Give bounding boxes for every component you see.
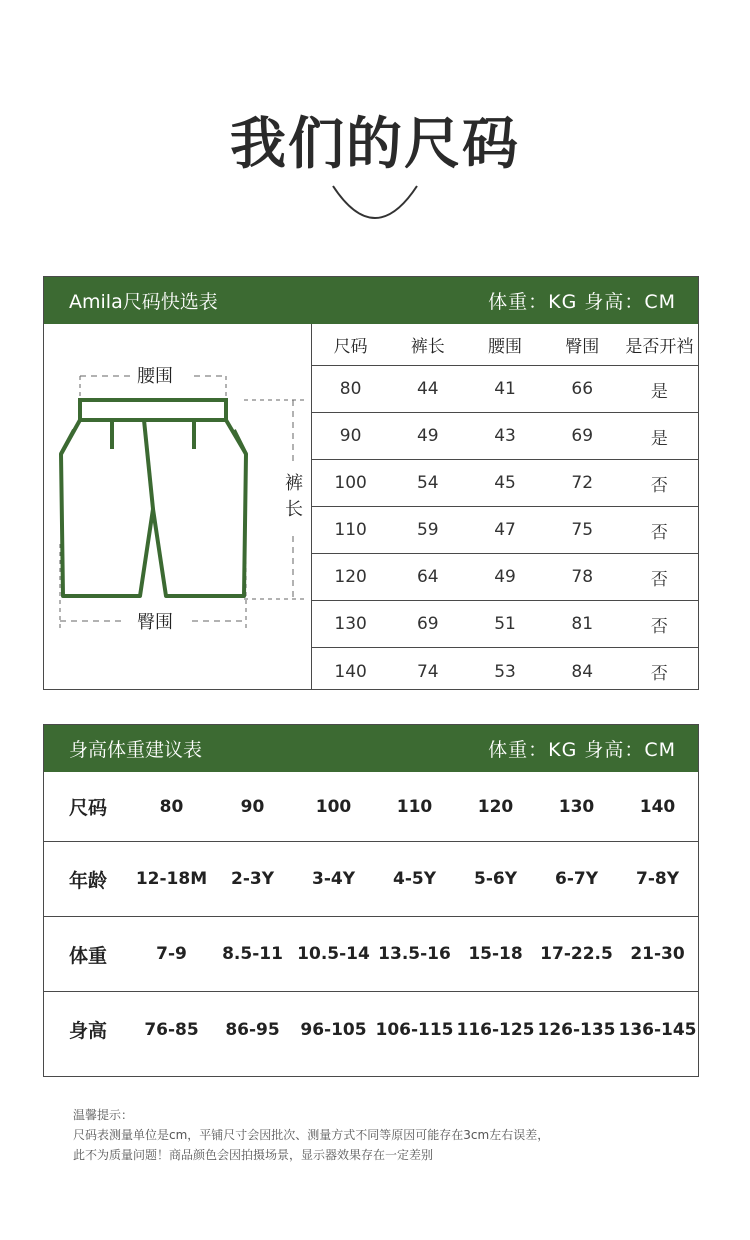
shorts-illustration [44,324,312,689]
column-header: 尺码 [333,337,368,357]
table-cell: 53 [494,661,516,682]
table-row [44,842,698,917]
table-cell: 17-22.5 [540,944,613,964]
recommend-table-panel [43,724,699,1077]
table-cell: 21-30 [630,944,685,964]
tips-note [73,1105,549,1165]
table-cell: 130 [334,614,367,634]
row-header: 尺码 [69,797,108,819]
table-row [312,554,698,601]
waist-label: 腰围 [137,366,173,387]
table-cell: 110 [334,520,367,540]
table-cell: 47 [494,520,516,540]
table-cell: 140 [334,661,367,682]
table-cell: 81 [571,614,594,634]
shorts-diagram [44,324,312,689]
table-cell: 140 [639,796,676,817]
table-row [312,648,698,695]
size-table [312,324,698,689]
table-cell: 否 [650,569,668,590]
size-quick-table-header [44,277,698,324]
table-cell: 59 [416,520,439,540]
table-cell: 否 [650,616,668,637]
table-cell: 130 [558,796,595,817]
row-header: 身高 [69,1020,108,1042]
table-cell: 49 [494,567,516,587]
table-cell: 是 [650,381,668,402]
smile-decoration [325,180,425,225]
table-cell: 51 [494,614,516,634]
table-row [312,366,698,413]
table-row [44,992,698,1067]
table-cell: 78 [571,567,594,587]
tips-heading: 温馨提示： [73,1108,134,1122]
table-cell: 3-4Y [311,869,356,889]
table-cell: 7-8Y [635,869,680,889]
table-cell: 90 [240,796,265,817]
table-cell: 49 [416,426,439,446]
table-cell: 72 [571,473,594,493]
table-cell: 7-9 [156,944,187,964]
table-cell: 2-3Y [230,869,275,889]
table-row [312,601,698,648]
table-row [44,772,698,842]
table-cell: 是 [650,428,668,449]
table-cell: 64 [416,567,439,587]
size-table-header-row [312,324,698,366]
recommend-table-title: 身高体重建议表 [69,739,203,761]
table-cell: 6-7Y [554,869,599,889]
table-cell: 44 [416,379,439,399]
table-cell: 5-6Y [473,869,518,889]
recommend-table-unit: 体重：KG 身高：CM [488,739,676,761]
table-cell: 否 [650,664,668,684]
table-cell: 80 [159,796,184,817]
table-cell: 13.5-16 [378,944,451,964]
table-cell: 80 [339,379,362,399]
table-cell: 41 [494,379,516,399]
table-cell: 100 [334,473,367,493]
table-cell: 136-145 [618,1019,697,1040]
table-cell: 106-115 [375,1019,454,1040]
table-cell: 126-135 [537,1019,616,1040]
size-quick-table-unit: 体重：KG 身高：CM [488,291,676,313]
table-cell: 96-105 [300,1019,367,1040]
column-header: 是否开裆 [625,337,694,357]
table-row [312,507,698,554]
recommend-table-header [44,725,698,772]
table-cell: 10.5-14 [297,944,370,964]
recommend-table-body [44,772,698,1067]
table-cell: 69 [416,614,439,634]
row-header: 体重 [69,944,108,967]
table-cell: 86-95 [225,1019,280,1040]
table-cell: 76-85 [144,1019,199,1040]
table-row [312,413,698,460]
table-cell: 120 [477,796,514,817]
table-cell: 100 [315,796,352,817]
table-cell: 4-5Y [392,869,437,889]
hip-label: 臀围 [137,612,173,633]
row-header: 年龄 [69,869,108,892]
table-cell: 45 [494,473,516,493]
table-cell: 否 [650,475,668,496]
size-quick-table-panel [43,276,699,690]
table-cell: 90 [339,426,362,446]
page-title: 我们的尺码 [230,112,520,177]
table-cell: 66 [571,379,594,399]
table-cell: 否 [650,522,668,543]
length-label-1: 裤 [285,473,303,494]
length-label-2: 长 [285,499,303,520]
tips-text: 此不为质量问题！商品颜色会因拍摄场景，显示器效果存在一定差别 [73,1148,434,1162]
table-cell: 120 [334,567,367,587]
column-header: 裤长 [410,337,445,357]
table-cell: 12-18M [135,869,208,889]
table-row [44,917,698,992]
table-cell: 15-18 [468,944,523,964]
table-cell: 74 [416,661,439,682]
column-header: 臀围 [565,337,600,357]
column-header: 腰围 [488,337,522,357]
table-cell: 8.5-11 [222,944,283,964]
size-quick-table-title: Amila尺码快选表 [69,291,218,313]
table-cell: 75 [571,520,594,540]
table-cell: 84 [571,661,594,682]
table-cell: 116-125 [456,1019,535,1040]
table-cell: 54 [416,473,439,493]
table-row [312,460,698,507]
table-cell: 110 [396,796,433,817]
table-cell: 69 [571,426,594,446]
table-cell: 43 [494,426,516,446]
tips-text: 尺码表测量单位是cm，平铺尺寸会因批次、测量方式不同等原因可能存在3cm左右误差， [73,1128,550,1142]
